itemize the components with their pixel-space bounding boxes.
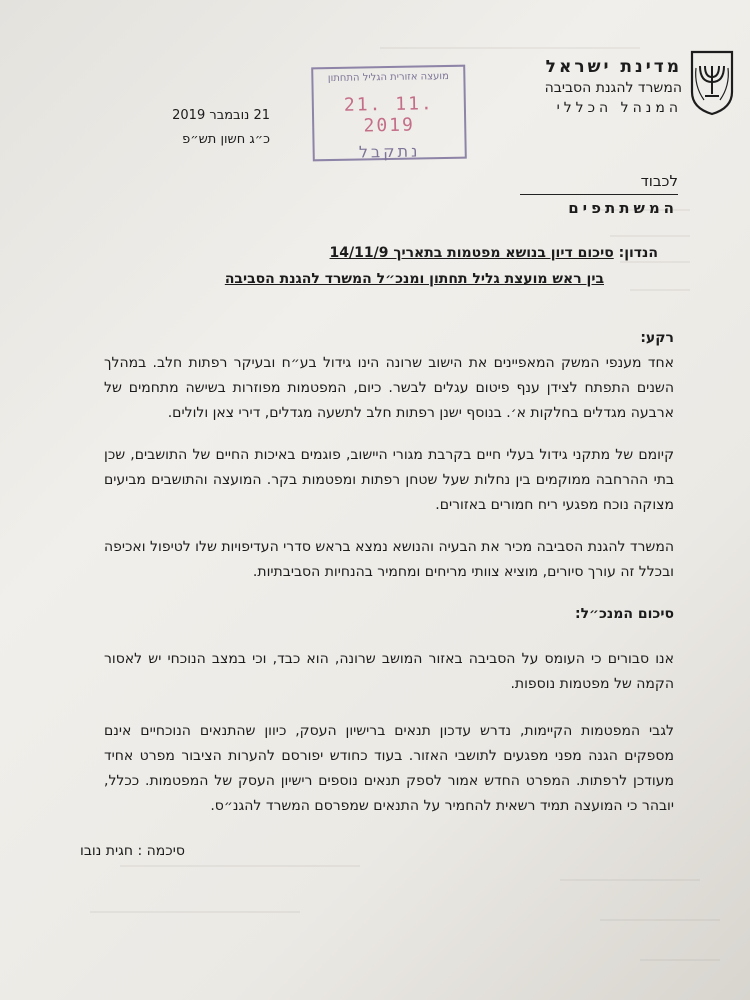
received-stamp xyxy=(311,65,467,162)
stamp-organization: מועצה אזורית הגליל התחתון xyxy=(327,70,449,85)
signature: סיכמה : חגית נובו xyxy=(80,843,185,859)
gregorian-date: 21 נובמבר 2019 xyxy=(172,108,270,123)
background-paragraph-2: קיומם של מתקני גידול בעלי חיים בקרבת מגורי היישוב, פוגמים באיכות החיים של התושבים, שכן בתי ההרחבה ממוקמים בין נחלות שעל שטחן רפתות ומפטמות בקר. המועצה והתושבים מביעים מצוקה נוכח מפגעי ריח חמורים באזורים. xyxy=(104,447,674,513)
letter-date xyxy=(95,104,270,152)
summary-paragraph-1: אנו סבורים כי העומס על הסביבה באזור המושב שרונה, הוא כבד, וכי במצב הנוכחי יש לאסור הקמה של מפטמות נוספות. xyxy=(104,651,674,692)
stamp-received: נתקבל xyxy=(358,141,421,162)
subject-line-1: סיכום דיון בנושא מפטמות בתאריך 14/11/9 xyxy=(329,245,614,261)
letterhead-state: מדינת ישראל xyxy=(545,57,682,77)
letterhead xyxy=(462,56,682,118)
state-emblem-icon xyxy=(688,46,736,116)
summary-paragraph-2: לגבי המפטמות הקיימות, נדרש עדכון תנאים ברישיון העסק, כיוון שהתנאים הנוכחיים אינם מספקים הגנה מפני מפגעים לתושבי האזור. בעוד כחודש יפורסם להערות הציבור מפרט אחיד מעודכן לרפתות. המפרט החדש אמור לספק תנאים נוספים רישיון העסק של המפטמות. ככלל, יובהר כי המועצה תמיד רשאית להחמיר על התנאים שמפרסם המשרד להגנ״ס. xyxy=(104,723,674,814)
recipients: המשתתפים xyxy=(520,194,678,217)
background-paragraph-3: המשרד להגנת הסביבה מכיר את הבעיה והנושא נמצא בראש סדרי העדיפויות שלו לטיפול ואכיפה ובכלל זה עורך סיורים, מוציא צוותי מריחים ומחמיר בהנחיות הסביבתיות. xyxy=(104,539,674,580)
letter-body xyxy=(104,326,674,836)
salutation: לכבוד xyxy=(640,172,678,190)
summary-heading: סיכום המנכ״ל: xyxy=(574,606,674,622)
hebrew-date: כ״ג חשון תש״פ xyxy=(182,132,270,147)
stamp-date: 21. 11. 2019 xyxy=(343,93,434,137)
subject-line-2: בין ראש מועצת גליל תחתון ומנכ״ל המשרד להגנת הסביבה xyxy=(224,271,604,287)
background-heading: רקע: xyxy=(640,330,674,346)
subject xyxy=(188,240,658,292)
letterhead-ministry: המשרד להגנת הסביבה xyxy=(544,80,682,96)
letterhead-department: המנהל הכללי xyxy=(556,100,682,116)
background-paragraph-1: אחד מענפי המשק המאפיינים את הישוב שרונה הינו גידול בע״ח ובעיקר רפתות חלב. במהלך השנים התפתח לצידן ענף פיטום עגלים לבשר. כיום, המפטמות מפוזרות בשישה מתחמים של ארבעה מגדלים בחלקות א׳. בנוסף ישנן רפתות חלב לתשעה מגדלים, דירי צאן ולולים. xyxy=(104,355,674,421)
subject-label: הנדון: xyxy=(618,245,658,261)
